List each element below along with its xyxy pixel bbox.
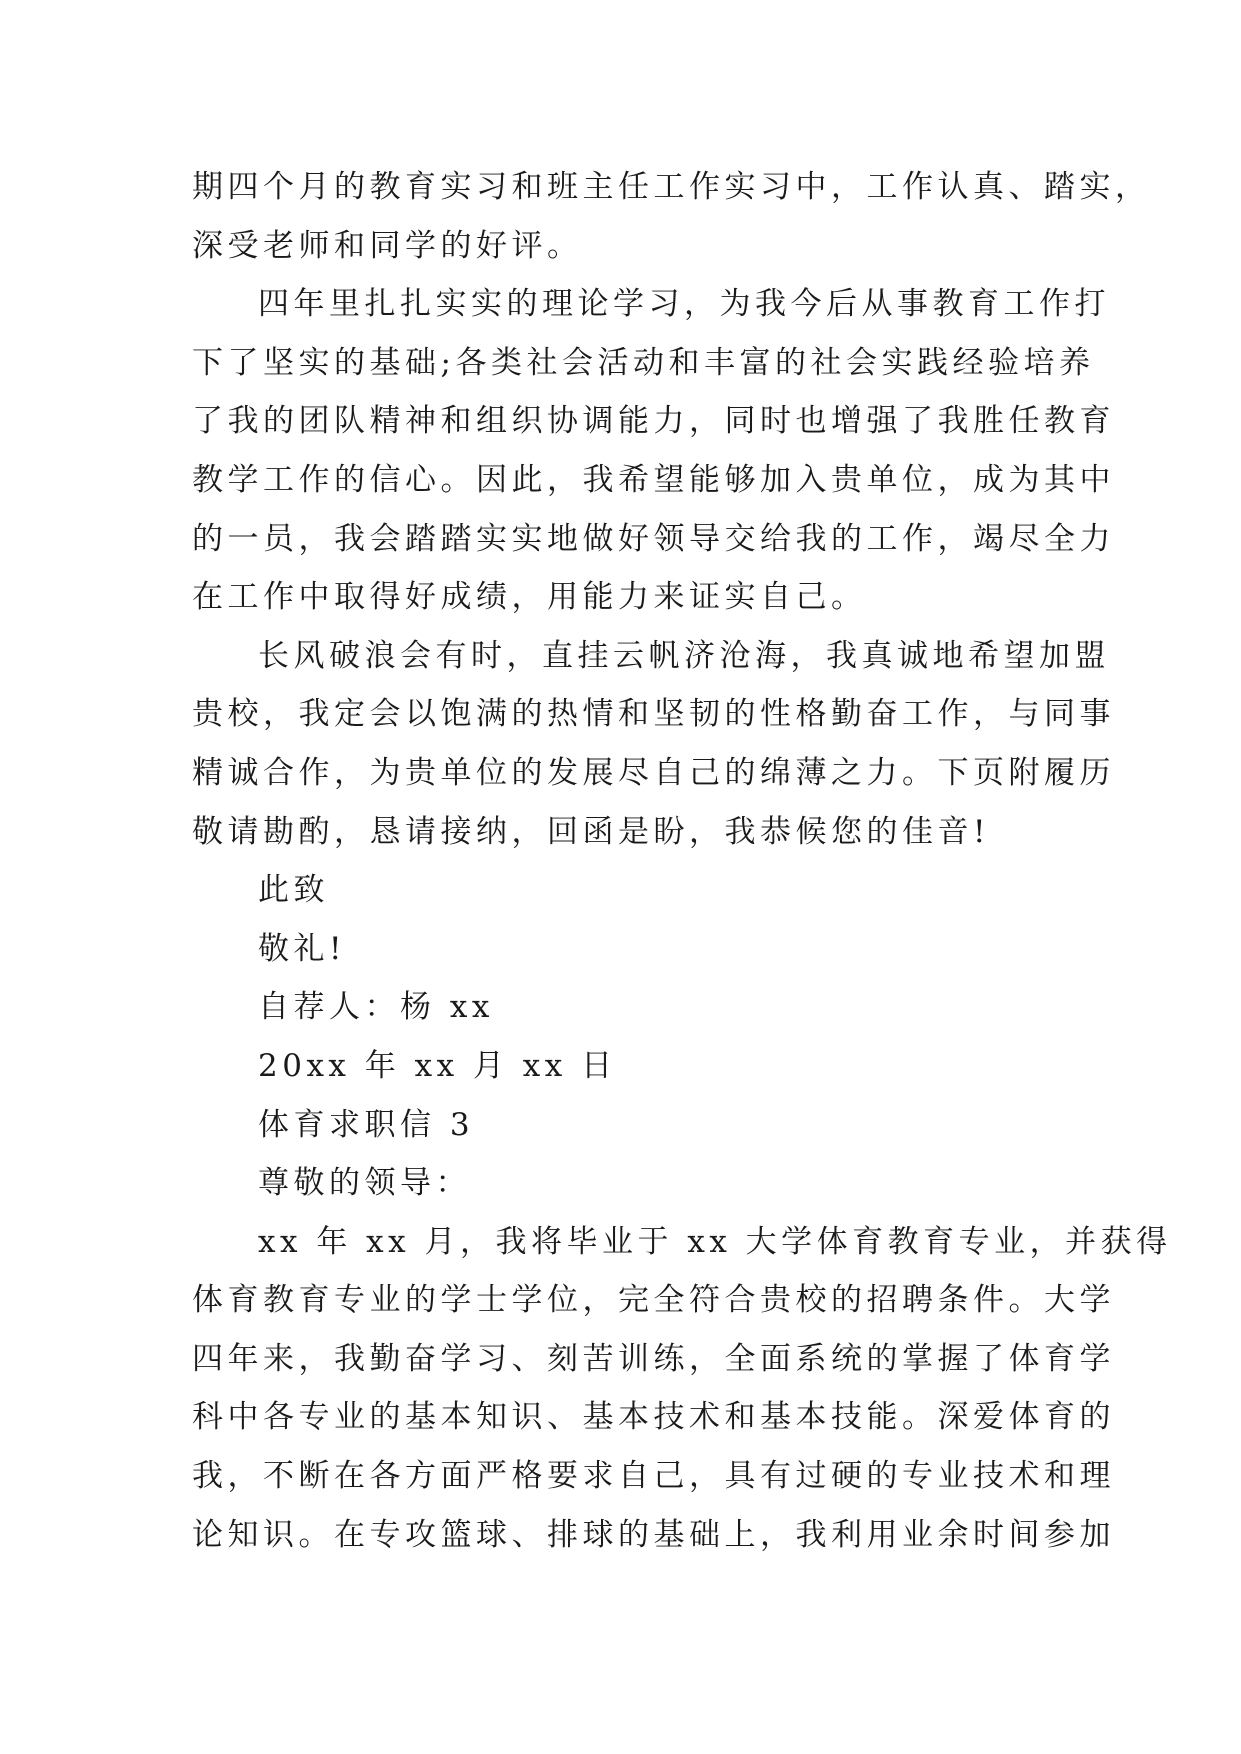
paragraph-2 [192,275,1115,627]
paragraph-line: xx 年 xx 月，我将毕业于 xx 大学体育教育专业，并获得 [258,1223,1172,1260]
paragraph-line: 精诚合作，为贵单位的发展尽自己的绵薄之力。下页附履历 [192,754,1115,791]
greeting-line: 尊敬的领导： [258,1165,471,1202]
salute-line: 敬礼! [258,930,346,967]
paragraph-line: 四年里扎扎实实的理论学习，为我今后从事教育工作打 [258,286,1110,323]
paragraph-line: 的一员，我会踏踏实实地做好领导交给我的工作，竭尽全力 [192,520,1115,557]
paragraph-line: 长风破浪会有时，直挂云帆济沧海，我真诚地希望加盟 [258,637,1110,674]
paragraph-1 [192,158,1151,275]
paragraph-line: 贵校，我定会以饱满的热情和坚韧的性格勤奋工作，与同事 [192,696,1115,733]
paragraph-line: 四年来，我勤奋学习、刻苦训练，全面系统的掌握了体育学 [192,1340,1115,1377]
paragraph-line: 我，不断在各方面严格要求自己，具有过硬的专业技术和理 [192,1458,1115,1495]
paragraph-line: 论知识。在专攻篮球、排球的基础上，我利用业余时间参加 [192,1516,1115,1553]
paragraph-line: 科中各专业的基本知识、基本技术和基本技能。深爱体育的 [192,1399,1115,1436]
paragraph-line: 期四个月的教育实习和班主任工作实习中，工作认真、踏实， [192,169,1151,205]
paragraph-line: 教学工作的信心。因此，我希望能够加入贵单位，成为其中 [192,461,1115,498]
document-body [192,158,1172,1564]
paragraph-3 [192,627,1115,861]
date-line: 20xx 年 xx 月 xx 日 [258,1047,617,1084]
closing-line: 此致 [258,872,329,909]
section-title: 体育求职信 3 [258,1106,475,1143]
paragraph-line: 在工作中取得好成绩，用能力来证实自己。 [192,579,867,616]
paragraph-line: 敬请勘酌，恳请接纳，回函是盼，我恭候您的佳音! [192,813,990,850]
signature-line: 自荐人：杨 xx [258,989,494,1026]
paragraph-line: 深受老师和同学的好评。 [192,227,583,264]
paragraph-line: 下了坚实的基础;各类社会活动和丰富的社会实践经验培养 [192,344,1095,381]
paragraph-4 [192,1213,1172,1565]
paragraph-line: 体育教育专业的学士学位，完全符合贵校的招聘条件。大学 [192,1282,1115,1319]
paragraph-line: 了我的团队精神和组织协调能力，同时也增强了我胜任教育 [192,403,1115,440]
